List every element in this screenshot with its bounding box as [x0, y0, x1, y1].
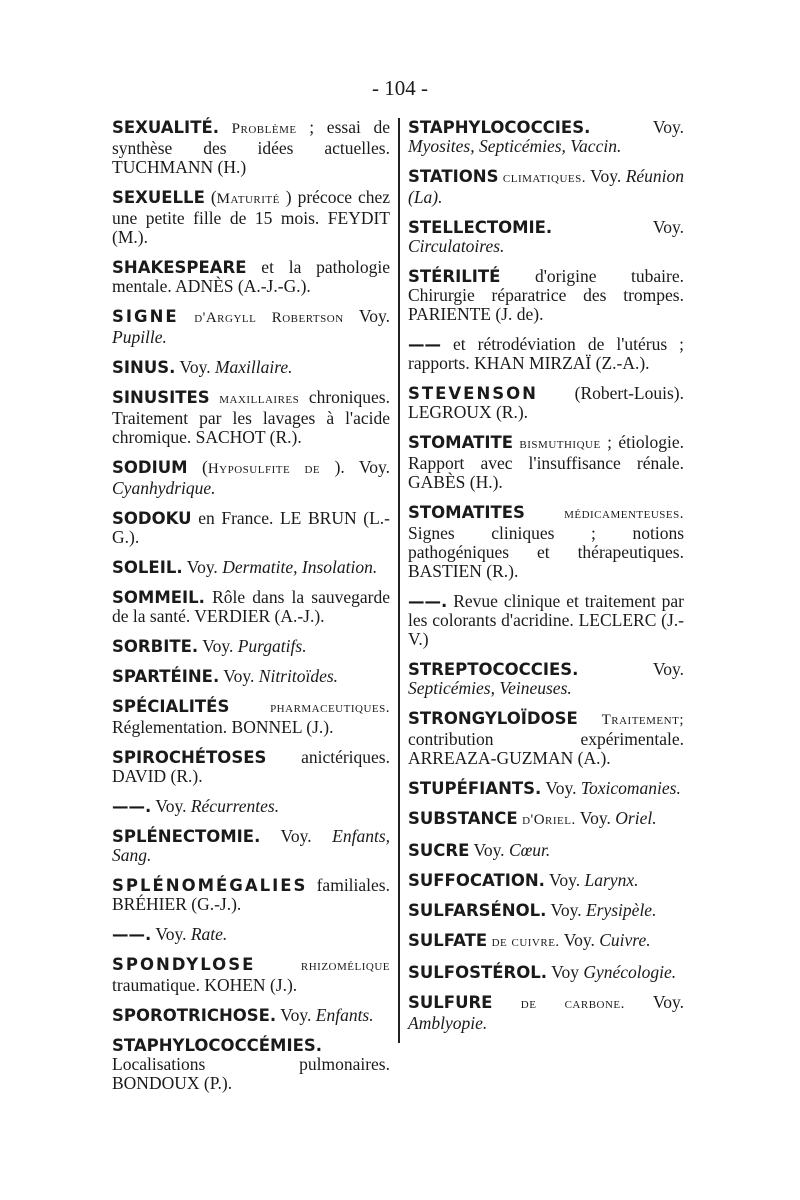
- entry-subheading: Hyposulfite de: [207, 461, 321, 477]
- index-entry: [112, 118, 390, 177]
- entry-subheading: médicamenteuses.: [564, 506, 684, 522]
- index-entry: [408, 901, 684, 920]
- entry-text: traumatique. KOHEN (J.).: [112, 975, 298, 995]
- index-entry: [408, 809, 684, 830]
- entry-headword: SPARTÉINE.: [112, 667, 220, 686]
- entry-crossref: Récurrentes.: [190, 796, 280, 816]
- entry-headword: SUBSTANCE: [408, 809, 518, 828]
- entry-crossref: Septicémies, Veineuses.: [408, 678, 572, 698]
- entry-text: Rôle dans la sauvegarde de la santé. VERDIER (A.-J.).: [112, 587, 391, 626]
- entry-text: Voy.: [280, 1005, 312, 1025]
- entry-crossref: Rate.: [190, 924, 228, 944]
- index-entry: [112, 307, 390, 347]
- entry-text: en France. LE BRUN (L.-G.).: [112, 508, 390, 547]
- entry-headword: SOMMEIL.: [112, 588, 205, 607]
- entry-subheading: maxillaires: [219, 391, 300, 407]
- entry-text: Voy.: [155, 796, 187, 816]
- index-entry: [112, 1006, 390, 1025]
- index-entry: [112, 637, 390, 656]
- entry-subheading: Traitement;: [601, 712, 684, 728]
- entry-text: d'origine tubaire. Chirurgie réparatrice des trompes. PARIENTE (J. de).: [408, 266, 684, 324]
- entry-crossref: Enfants, Sang.: [112, 826, 391, 865]
- entry-subheading: d'Argyll Robertson: [194, 310, 344, 326]
- entry-text: familiales. BRÉHIER (G.-J.).: [112, 875, 390, 914]
- entry-text: Voy.: [545, 778, 577, 798]
- entry-headword: SODIUM: [112, 458, 188, 477]
- entry-headword: SHAKESPEARE: [112, 258, 247, 277]
- index-entry: [408, 267, 684, 324]
- entry-headword: SULFATE: [408, 931, 488, 950]
- index-entry: [112, 697, 390, 737]
- index-entry: [112, 748, 390, 786]
- entry-headword: SULFARSÉNOL.: [408, 901, 547, 920]
- entry-text: Réglementation. BONNEL (J.).: [112, 717, 334, 737]
- entry-crossref: Nitritoïdes.: [258, 666, 339, 686]
- index-entry: [112, 509, 390, 547]
- index-entry: [112, 588, 390, 626]
- index-entry: [408, 218, 684, 256]
- entry-crossref: Amblyopie.: [408, 1013, 488, 1033]
- index-entry: [408, 779, 684, 798]
- entry-crossref: Dermatite, Insolation.: [222, 557, 378, 577]
- entry-crossref: Cuivre.: [599, 930, 651, 950]
- index-entry: [408, 503, 684, 581]
- entry-text: Voy: [551, 962, 579, 982]
- entry-text: et la pathologie mentale. ADNÈS (A.-J.-G.).: [112, 257, 390, 296]
- entry-text: Voy.: [563, 930, 595, 950]
- entry-headword: SIGNE: [112, 307, 179, 326]
- entry-headword: STOMATITES: [408, 503, 525, 522]
- entry-headword: STEVENSON: [408, 384, 538, 403]
- entry-text: (Robert-Louis). LEGROUX (R.).: [408, 383, 684, 422]
- index-entry: [112, 1036, 390, 1093]
- entry-text: Voy.: [549, 870, 581, 890]
- index-entry: [408, 963, 684, 982]
- entry-text: Signes cliniques ; notions pathogéniques et thérapeutiques. BASTIEN (R.).: [408, 523, 684, 581]
- entry-subheading: bismuthique: [519, 436, 601, 452]
- index-entry: [408, 841, 684, 860]
- right-column: [408, 118, 684, 1044]
- entry-crossref: Cyanhydrique.: [112, 478, 216, 498]
- entry-headword: SUCRE: [408, 841, 470, 860]
- entry-headword: SODOKU: [112, 509, 192, 528]
- entry-text: Voy.: [358, 306, 390, 326]
- entry-text: chroniques. Traitement par les lavages à l'acide chromique. SACHOT (R.).: [112, 387, 390, 447]
- entry-headword: SPOROTRICHOSE.: [112, 1006, 277, 1025]
- entry-headword: SPLÉNOMÉGALIES: [112, 876, 308, 895]
- entry-headword: SOLEIL.: [112, 558, 183, 577]
- entry-text: Voy.: [223, 666, 255, 686]
- entry-headword: SPÉCIALITÉS: [112, 697, 230, 716]
- entry-headword: STELLECTOMIE.: [408, 218, 553, 237]
- entry-text: Voy.: [652, 992, 685, 1012]
- entry-headword: STOMATITE: [408, 433, 513, 452]
- entry-text: Voy.: [550, 900, 582, 920]
- index-entry: [408, 335, 684, 373]
- entry-headword: SINUS.: [112, 358, 176, 377]
- entry-crossref: Gynécologie.: [583, 962, 677, 982]
- left-column: [112, 118, 390, 1104]
- index-entry: [408, 871, 684, 890]
- entry-headword: SPLÉNECTOMIE.: [112, 827, 261, 846]
- entry-headword: SUFFOCATION.: [408, 871, 545, 890]
- index-entry: [112, 258, 390, 296]
- entry-headword: STREPTOCOCCIES.: [408, 660, 579, 679]
- entry-text: Voy.: [155, 924, 187, 944]
- index-entry: [408, 931, 684, 952]
- index-entry: [408, 660, 684, 698]
- entry-headword: STAPHYLOCOCCÉMIES.: [112, 1036, 323, 1055]
- entry-crossref: Oriel.: [615, 808, 657, 828]
- entry-text: Voy.: [202, 636, 234, 656]
- index-entry: [112, 188, 390, 247]
- entry-headword: SORBITE.: [112, 637, 199, 656]
- index-entry: [408, 384, 684, 422]
- entry-text: Voy.: [280, 826, 312, 846]
- entry-text: (: [202, 457, 208, 477]
- index-entry: [408, 433, 684, 492]
- entry-headword: ——.: [112, 925, 152, 944]
- entry-text: ) précoce chez une petite fille de 15 mois. FEYDIT (M.).: [112, 187, 391, 247]
- entry-crossref: Circulatoires.: [408, 236, 505, 256]
- page-number: - 104 -: [372, 76, 428, 100]
- entry-headword: ——.: [408, 592, 448, 611]
- entry-headword: STRONGYLOÏDOSE: [408, 709, 578, 728]
- entry-headword: SULFOSTÉROL.: [408, 963, 548, 982]
- entry-text: Voy.: [652, 659, 684, 679]
- index-entry: [112, 388, 390, 447]
- entry-text: Revue clinique et traitement par les colorants d'acridine. LECLERC (J.-V.): [408, 591, 685, 649]
- entry-text: Localisations pulmonaires. BONDOUX (P.).: [112, 1054, 390, 1093]
- index-entry: [408, 118, 684, 156]
- index-entry: [112, 558, 390, 577]
- entry-text: Voy.: [652, 217, 684, 237]
- entry-headword: ——: [408, 335, 441, 354]
- entry-headword: SINUSITES: [112, 388, 210, 407]
- entry-crossref: Toxicomanies.: [580, 778, 681, 798]
- entry-crossref: Myosites, Septicémies, Vaccin.: [408, 136, 622, 156]
- entry-text: ). Voy.: [334, 457, 390, 477]
- entry-text: contribution expérimentale. ARREAZA-GUZMAN (A.).: [408, 729, 684, 768]
- entry-crossref: Enfants.: [315, 1005, 374, 1025]
- entry-crossref: Purgatifs.: [237, 636, 307, 656]
- entry-subheading: climatiques.: [502, 170, 586, 186]
- index-entry: [408, 167, 684, 207]
- entry-text: et rétrodéviation de l'utérus ; rapports. KHAN MIRZAÏ (Z.-A.).: [408, 334, 684, 373]
- entry-crossref: Larynx.: [584, 870, 639, 890]
- index-entry: [112, 797, 390, 816]
- entry-crossref: Cœur.: [508, 840, 551, 860]
- entry-headword: ——.: [112, 797, 152, 816]
- index-entry: [112, 358, 390, 377]
- entry-text: Voy.: [186, 557, 218, 577]
- entry-headword: STUPÉFIANTS.: [408, 779, 542, 798]
- index-entry: [112, 667, 390, 686]
- entry-subheading: rhizomélique: [300, 958, 390, 974]
- entry-text: ; essai de synthèse des idées actuelles. TUCHMANN (H.): [112, 117, 391, 177]
- entry-text: Voy.: [579, 808, 611, 828]
- entry-headword: SEXUALITÉ.: [112, 118, 219, 137]
- entry-subheading: Problème: [231, 121, 297, 137]
- index-entry: [112, 876, 390, 914]
- entry-subheading: de cuivre.: [491, 934, 560, 950]
- entry-subheading: d'Oriel.: [522, 812, 576, 828]
- entry-subheading: Maturité: [216, 191, 280, 207]
- entry-subheading: de carbone.: [520, 996, 625, 1012]
- entry-text: Voy.: [473, 840, 505, 860]
- entry-text: ; étiologie. Rapport avec l'insuffisance rénale. GABÈS (H.).: [408, 432, 685, 492]
- column-divider: [398, 118, 400, 1043]
- entry-headword: SULFURE: [408, 993, 493, 1012]
- index-entry: [112, 925, 390, 944]
- entry-text: Voy.: [179, 357, 211, 377]
- entry-headword: SPIROCHÉTOSES: [112, 748, 267, 767]
- index-entry: [408, 709, 684, 768]
- index-entry: [112, 955, 390, 995]
- entry-headword: STAPHYLOCOCCIES.: [408, 118, 591, 137]
- entry-crossref: Réunion (La).: [408, 166, 685, 207]
- entry-headword: SEXUELLE: [112, 188, 205, 207]
- entry-crossref: Maxillaire.: [214, 357, 293, 377]
- entry-subheading: pharmaceutiques.: [270, 700, 390, 716]
- index-entry: [408, 993, 684, 1033]
- index-entry: [112, 458, 390, 498]
- entry-crossref: Pupille.: [112, 327, 167, 347]
- entry-headword: STATIONS: [408, 167, 499, 186]
- entry-text: anictériques. DAVID (R.).: [112, 747, 390, 786]
- entry-headword: SPONDYLOSE: [112, 955, 256, 974]
- entry-text: Voy.: [652, 117, 684, 137]
- entry-crossref: Erysipèle.: [585, 900, 657, 920]
- index-entry: [408, 592, 684, 649]
- entry-text: Voy.: [590, 166, 622, 186]
- index-entry: [112, 827, 390, 865]
- entry-text: (: [210, 187, 217, 207]
- entry-headword: STÉRILITÉ: [408, 267, 501, 286]
